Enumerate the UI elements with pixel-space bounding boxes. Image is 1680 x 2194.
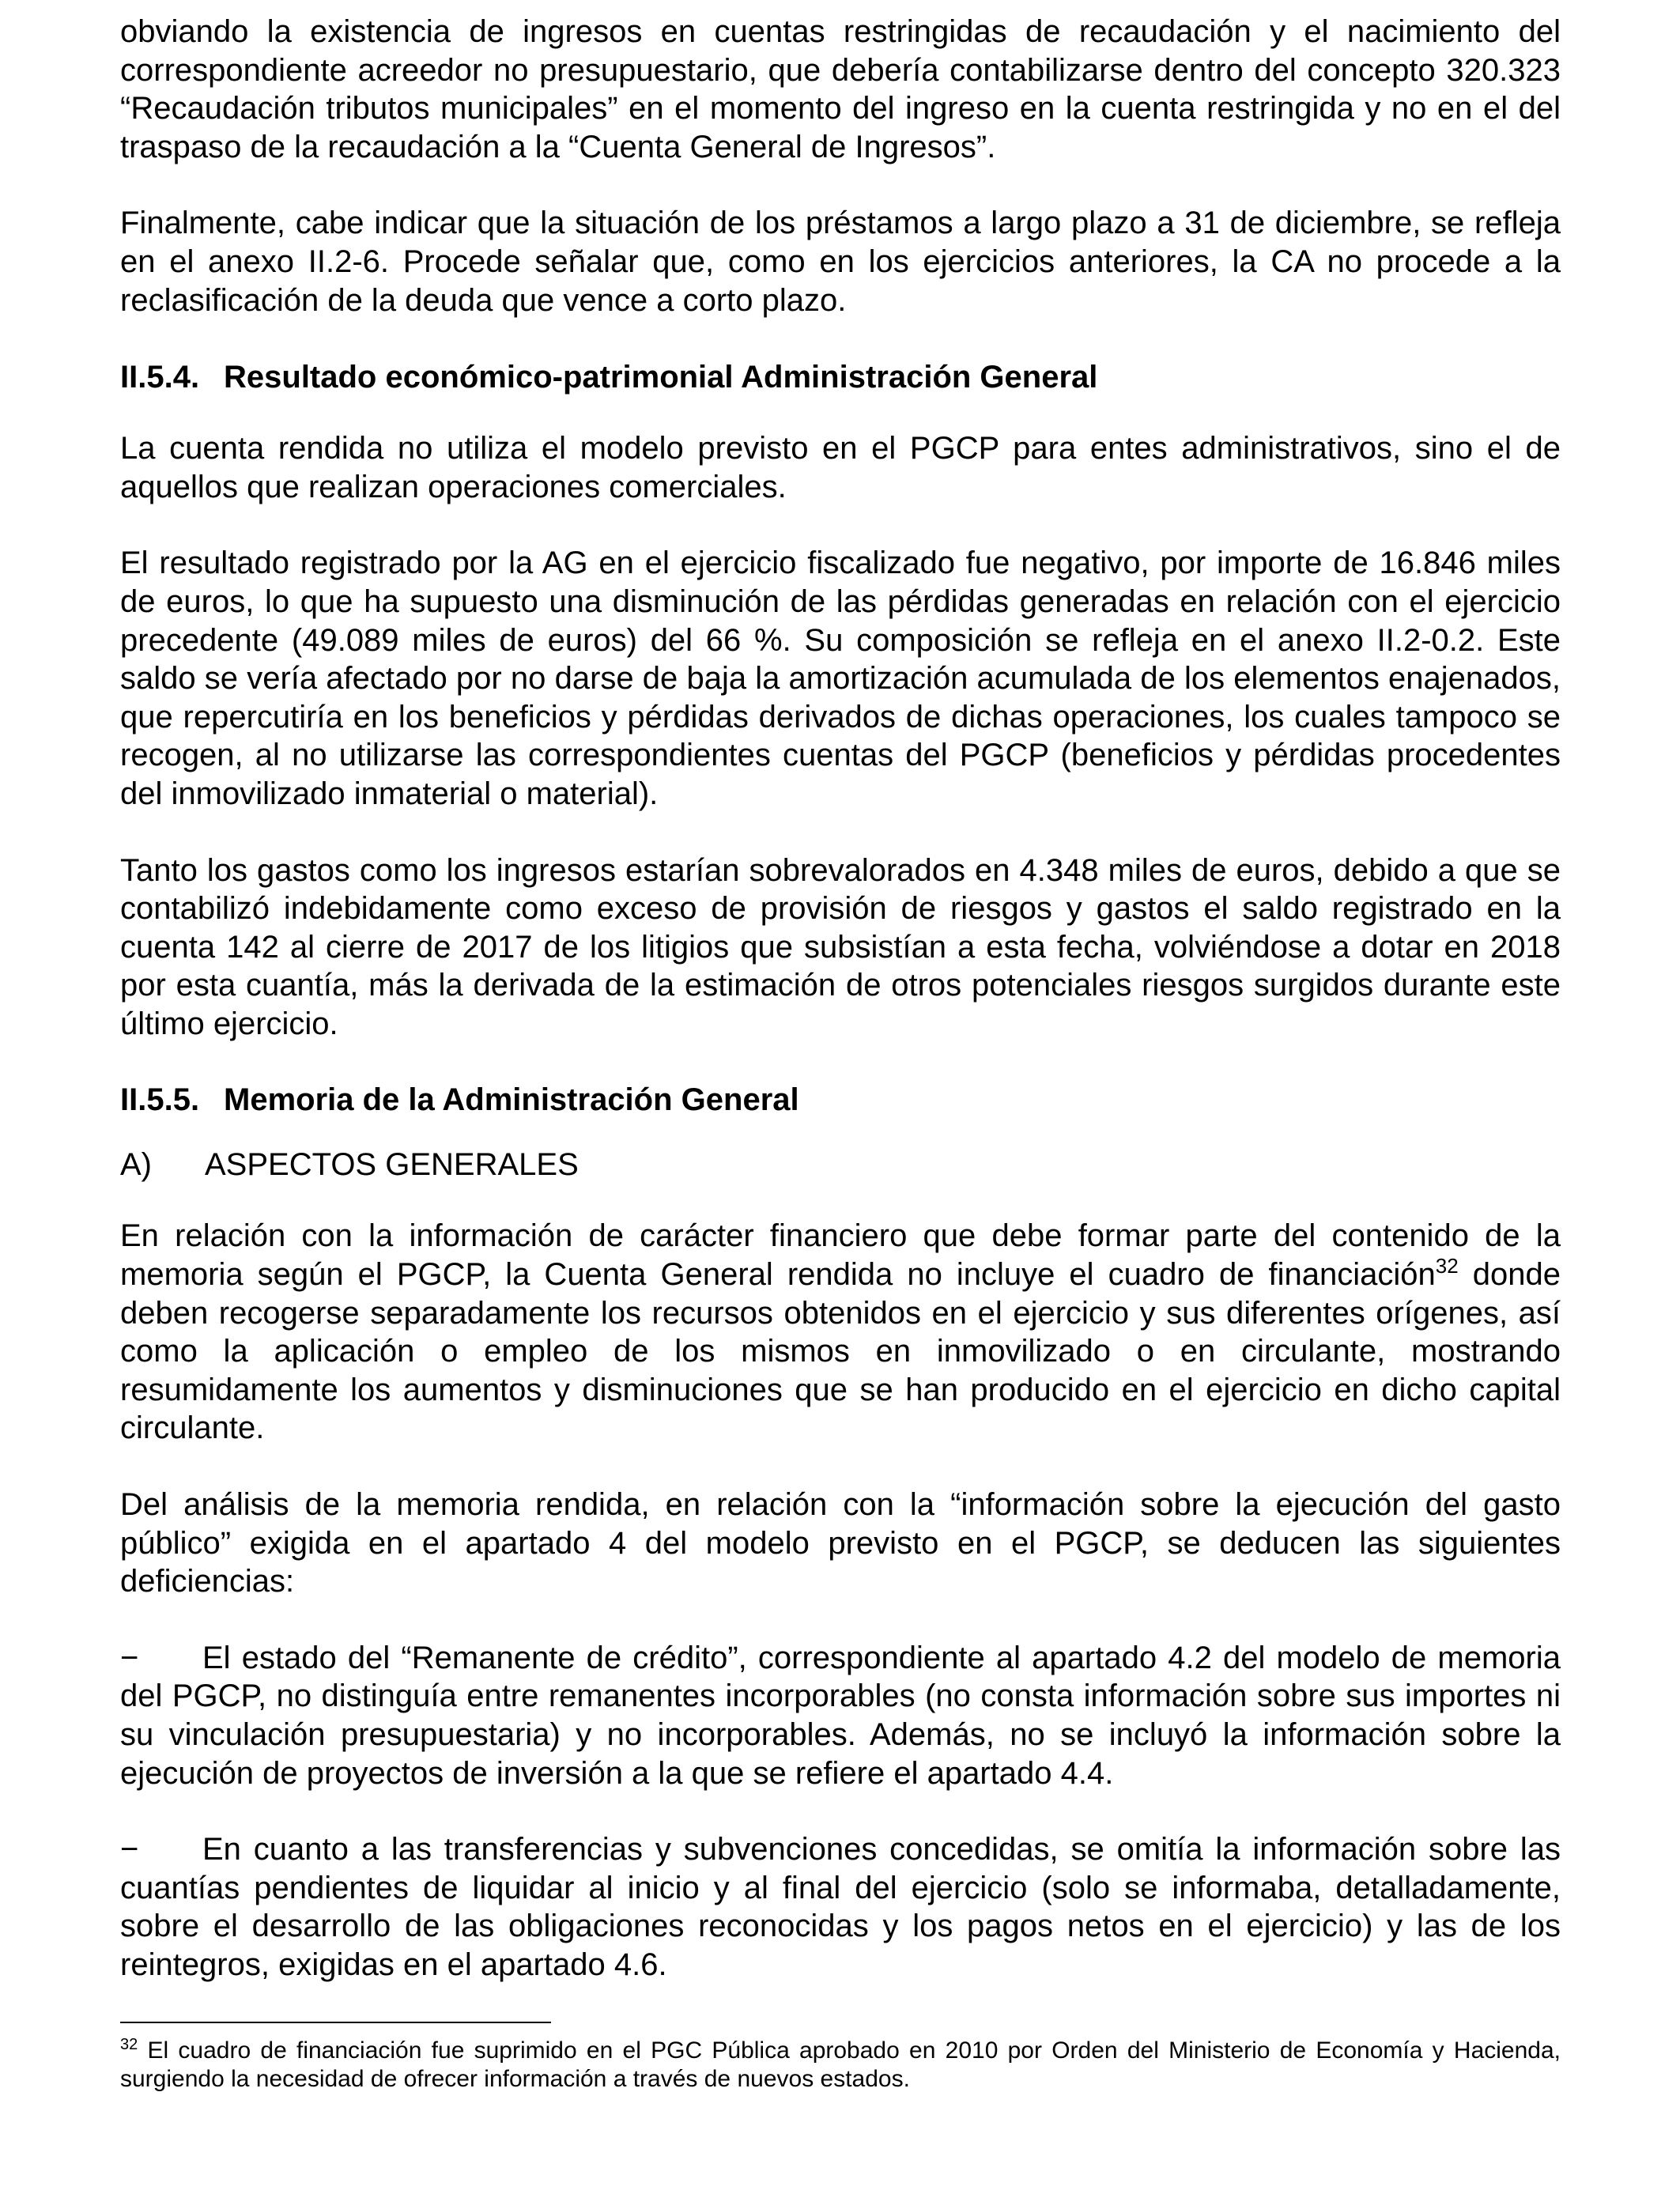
section-title: Memoria de la Administración General	[224, 1082, 799, 1118]
list-item-transferencias	[120, 1830, 1561, 1984]
paragraph-restricted-accounts: obviando la existencia de ingresos en cuentas restringidas de recaudación y el nacimiento del correspondiente acreedor no presupuestario, que debería contabilizarse dentro del concepto 320.323 “Recaudación tributos municipales” en el momento del ingreso en la cuenta restringida y no en el del traspaso de la recaudación a la “Cuenta General de Ingresos”.	[120, 14, 1561, 164]
subsection-title: ASPECTOS GENERALES	[205, 1147, 579, 1183]
paragraph-financing-table	[120, 1217, 1561, 1448]
section-title: Resultado económico-patrimonial Administración General	[224, 360, 1098, 395]
paragraph-text: En relación con la información de carácter financiero que debe formar parte del contenido de la memoria según el PGCP, la Cuenta General rendida no incluye el cuadro de financiación	[120, 1218, 1561, 1293]
paragraph-text: donde deben recogerse separadamente los recursos obtenidos en el ejercicio y sus diferentes orígenes, así como la aplicación o empleo de los mismos en inmovilizado o en circulante, mostrando resumidamente los aumentos y disminuciones que se han producido en el ejercicio en dicho capital circulante.	[120, 1257, 1561, 1446]
subsection-letter: A)	[120, 1147, 152, 1183]
section-number: II.5.5.	[120, 1082, 200, 1118]
footnote-number: 32	[120, 2036, 138, 2053]
paragraph-result-registered: El resultado registrado por la AG en el ejercicio fiscalizado fue negativo, por importe de 16.846 miles de euros, lo que ha supuesto una disminución de las pérdidas generadas en relación con el ejercicio precedente (49.089 miles de euros) del 66 %. Su composición se refleja en el anexo II.2-0.2. Este saldo se vería afectado por no darse de baja la amortización acumulada de los elementos enajenados, que repercutiría en los beneficios y pérdidas derivados de dichas operaciones, los cuales tampoco se recogen, al no utilizarse las correspondientes cuentas del PGCP (beneficios y pérdidas procedentes del inmovilizado inmaterial o material).	[120, 546, 1561, 811]
footnote-reference[interactable]: 32	[1435, 1254, 1459, 1278]
section-number: II.5.4.	[120, 360, 200, 395]
footnote	[120, 2037, 1561, 2094]
paragraph-overvalued: Tanto los gastos como los ingresos estarían sobrevalorados en 4.348 miles de euros, debido a que se contabilizó indebidamente como exceso de provisión de riesgos y gastos el saldo registrado en la cuenta 142 al cierre de 2017 de los litigios que subsistían a esta fecha, volviéndose a dotar en 2018 por esta cuantía, más la derivada de la estimación de otros potenciales riesgos surgidos durante este último ejercicio.	[120, 852, 1561, 1041]
subsection-heading-general	[120, 1146, 1561, 1184]
section-heading-result	[120, 358, 1561, 396]
list-item-text: En cuanto a las transferencias y subvenciones concedidas, se omitía la información sobre las cuantías pendientes de liquidar al inicio y al final del ejercicio (solo se informaba, detalladamente, sobre el desarrollo de las obligaciones reconocidas y los pagos netos en el ejercicio) y las de los reintegros, exigidas en el apartado 4.6.	[120, 1832, 1561, 1982]
dash-bullet-icon: −	[120, 1640, 139, 1675]
paragraph-model-used: La cuenta rendida no utiliza el modelo previsto en el PGCP para entes administrativos, sino el de aquellos que realizan operaciones comerciales.	[120, 431, 1561, 504]
list-item-text: El estado del “Remanente de crédito”, correspondiente al apartado 4.2 del modelo de memoria del PGCP, no distinguía entre remanentes incorporables (no consta información sobre sus importes ni su vinculación presupuestaria) y no incorporables. Además, no se incluyó la información sobre la ejecución de proyectos de inversión a la que se refiere el apartado 4.4.	[120, 1640, 1561, 1791]
footnote-text: El cuadro de financiación fue suprimido en el PGC Pública aprobado en 2010 por Orden del Ministerio de Economía y Hacienda, surgiendo la necesidad de ofrecer información a través de nuevos estados.	[120, 2037, 1561, 2092]
footnote-separator	[120, 2022, 551, 2023]
section-heading-memoria	[120, 1081, 1561, 1119]
list-item-remanente	[120, 1639, 1561, 1792]
paragraph-analysis: Del análisis de la memoria rendida, en relación con la “información sobre la ejecución del gasto público” exigida en el apartado 4 del modelo previsto en el PGCP, se deducen las siguientes deficiencias:	[120, 1487, 1561, 1599]
page-body	[120, 13, 1561, 1984]
dash-bullet-icon: −	[120, 1832, 139, 1867]
paragraph-long-term-loans: Finalmente, cabe indicar que la situación de los préstamos a largo plazo a 31 de diciembre, se refleja en el anexo II.2-6. Procede señalar que, como en los ejercicios anteriores, la CA no procede a la reclasificación de la deuda que vence a corto plazo.	[120, 206, 1561, 318]
